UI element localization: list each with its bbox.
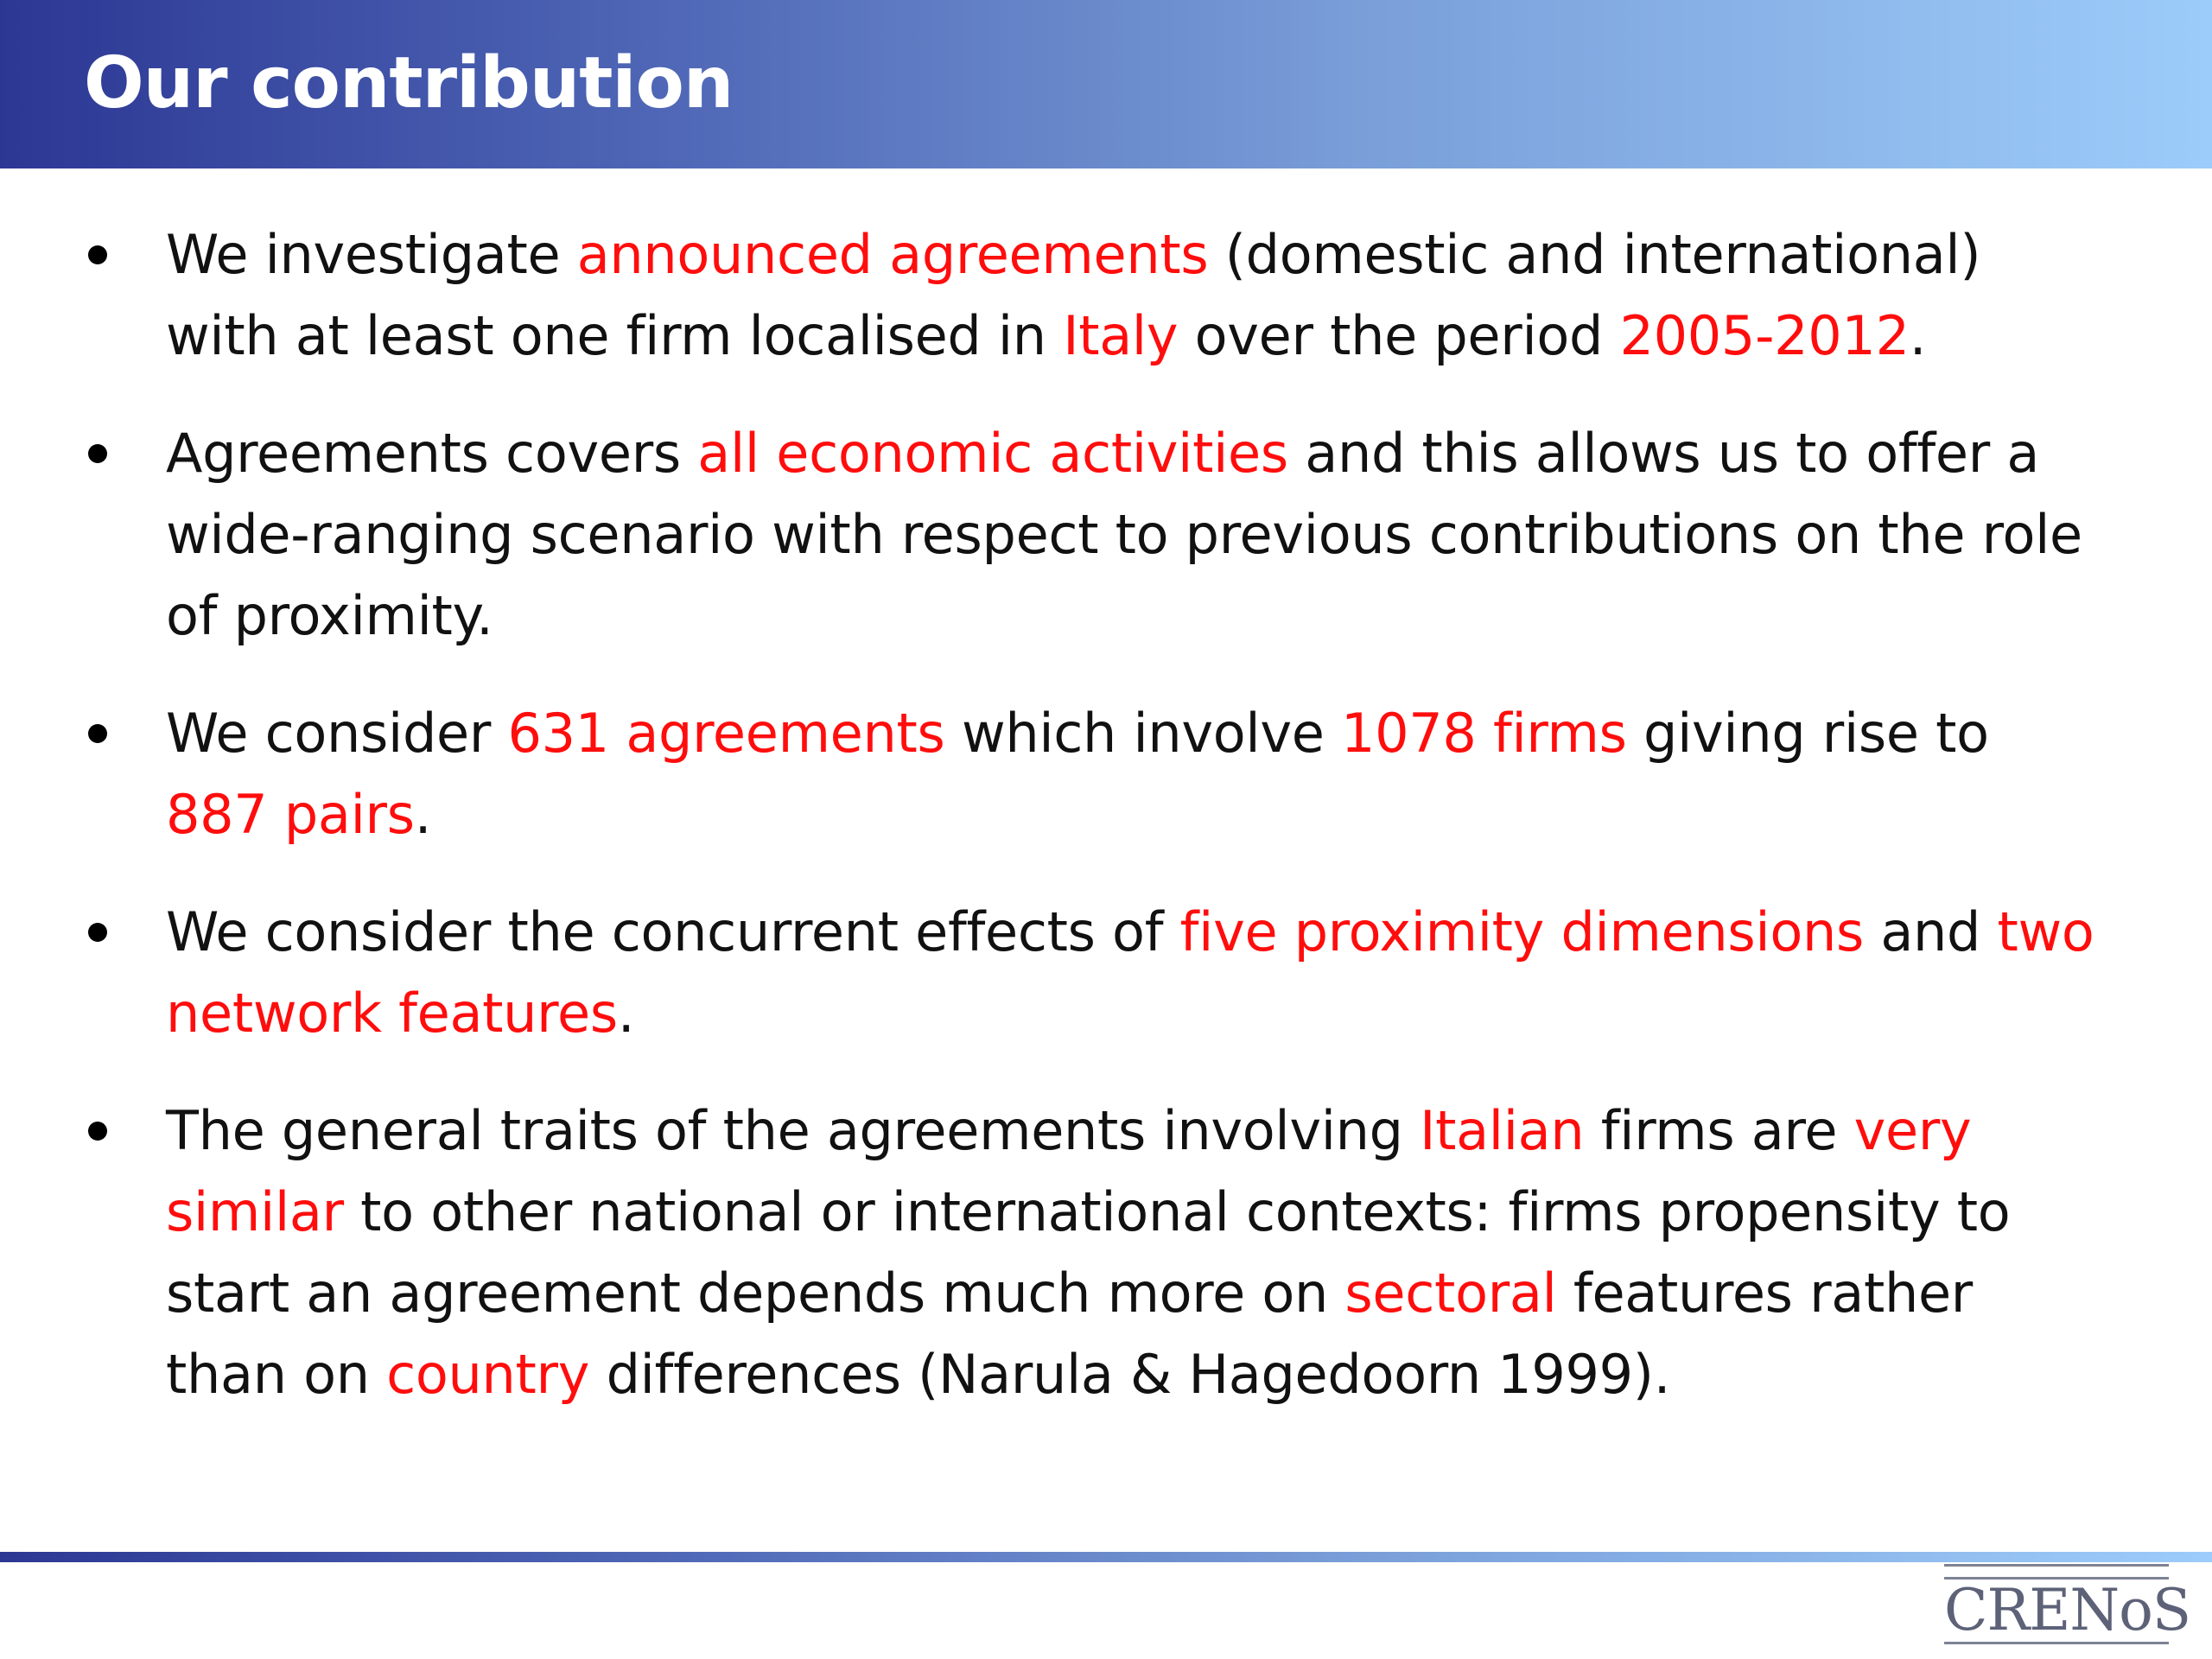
highlighted-phrase: Italy [1063,304,1179,367]
bullet-text-segment: (domestic and international) with at least one firm localised in [166,223,1981,367]
footer-divider [0,1552,2212,1562]
bullet-text-segment: . [617,982,635,1045]
highlighted-phrase: sectoral [1344,1262,1557,1325]
highlighted-phrase: very similar [166,1099,1972,1243]
logo-text: CRENoS [1944,1577,2191,1643]
bullet-text-segment: and this allows us to offer a wide-ranging scenario with respect to previous contributions on the role of proximity. [166,422,2082,647]
bullet-item [0,413,2101,657]
highlighted-phrase: all economic activities [697,422,1288,485]
bullet-text-segment: and [1863,900,1998,963]
bullet-dot-icon [88,245,107,264]
bullet-dot-icon [88,923,107,942]
bullet-list [0,214,2212,1452]
highlighted-phrase: country [386,1343,590,1406]
bullet-item [0,693,2101,855]
bullet-dot-icon [88,724,107,743]
bullet-text-segment: Agreements covers [166,422,698,485]
bullet-text-segment: features rather than on [166,1262,1973,1406]
highlighted-phrase: 887 pairs [166,783,415,846]
bullet-text-segment: The general traits of the agreements involving [166,1099,1421,1162]
highlighted-phrase: 1078 firms [1340,702,1627,765]
bullet-text-segment: differences (Narula & Hagedoorn 1999). [589,1343,1671,1406]
bullet-text-segment: to other national or international contexts: firms propensity to start an agreement depends much more on [166,1180,2011,1325]
slide-title: Our contribution [84,42,734,124]
highlighted-phrase: two network features [166,900,2094,1045]
bullet-text-segment: over the period [1178,304,1620,367]
bullet-dot-icon [88,1122,107,1141]
bullet-text-segment: . [414,783,432,846]
bullet-text-segment: firms are [1584,1099,1854,1162]
highlighted-phrase: 631 agreements [507,702,945,765]
bullet-dot-icon [88,444,107,463]
crenos-logo [1944,1562,2191,1657]
highlighted-phrase: 2005-2012 [1619,304,1910,367]
bullet-item [0,1090,2101,1415]
bullet-item [0,214,2101,377]
highlighted-phrase: Italian [1420,1099,1585,1162]
bullet-text-segment: We consider the concurrent effects of [166,900,1180,963]
bullet-item [0,892,2101,1054]
title-bar [0,0,2212,168]
bullet-text-segment: giving rise to [1626,702,1989,765]
bullet-text-segment: We investigate [166,223,577,286]
highlighted-phrase: five proximity dimensions [1179,900,1864,963]
highlighted-phrase: announced agreements [576,223,1209,286]
bullet-text-segment: . [1909,304,1927,367]
bullet-text-segment: which involve [944,702,1341,765]
bullet-text-segment: We consider [166,702,508,765]
